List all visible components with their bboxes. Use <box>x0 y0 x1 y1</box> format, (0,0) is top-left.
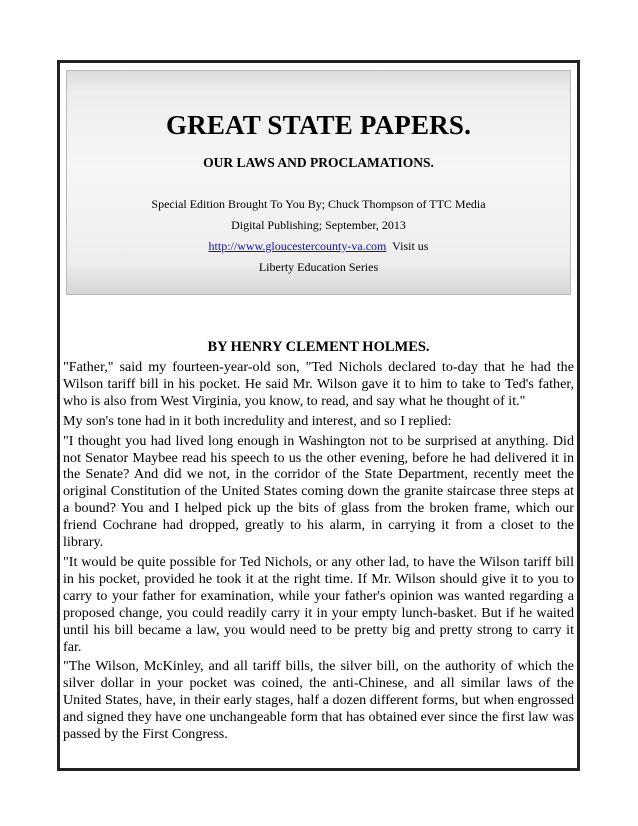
page-frame <box>57 60 580 771</box>
website-line <box>67 239 570 254</box>
paragraph: "I thought you had lived long enough in Washington not to be surprised at anything. Did not Senator Maybee read his speech to us the other evening, before he had delivered it in the Senate? And did we not, in the corridor of the State Department, recently meet the original Constitution of the United States coming down the granite staircase three steps at a bound? You and I helped pick up the bits of glass from the broken frame, which our friend Cochrane had dropped, greatly to his alarm, in carrying it from a closet to the library. <box>63 432 574 551</box>
document-title: GREAT STATE PAPERS. <box>165 110 472 140</box>
website-link[interactable]: http://www.gloucestercounty-va.com <box>208 239 387 253</box>
visit-us-text: Visit us <box>392 239 429 253</box>
header-banner <box>66 70 571 295</box>
paragraph: "Father," said my fourteen-year-old son, "Ted Nichols declared to-day that he had the Wilson tariff bill in his pocket. He said Mr. Wilson gave it to him to take to Ted's father, who is also from West Virginia, you know, to read, and say what he thought of it." <box>63 359 574 409</box>
series-line: Liberty Education Series <box>258 260 379 274</box>
document-subtitle: OUR LAWS AND PROCLAMATIONS. <box>203 155 434 170</box>
byline: BY HENRY CLEMENT HOLMES. <box>207 339 430 355</box>
edition-line: Special Edition Brought To You By; Chuck Thompson of TTC Media <box>151 197 486 211</box>
paragraph: "It would be quite possible for Ted Nichols, or any other lad, to have the Wilson tariff bill in his pocket, provided he took it at the right time. If Mr. Wilson should give it to you to carry to your father for examination, while your father's opinion was wanted regarding a proposed change, you could readily carry it in your empty lunch-basket. But if he waited until his bill became a law, you would need to be pretty big and pretty strong to carry it far. <box>63 553 574 655</box>
publishing-line: Digital Publishing; September, 2013 <box>231 218 406 232</box>
article-body <box>63 339 574 746</box>
paragraph: My son's tone had in it both incredulity and interest, and so I replied: <box>63 412 452 429</box>
paragraph: "The Wilson, McKinley, and all tariff bills, the silver bill, on the authority of which the silver dollar in your pocket was coined, the anti-Chinese, and all similar laws of the United States, have, in their early stages, half a dozen different forms, but when engrossed and signed they have one unchangeable form that has obtained ever since the first law was passed by the First Congress. <box>63 658 574 743</box>
